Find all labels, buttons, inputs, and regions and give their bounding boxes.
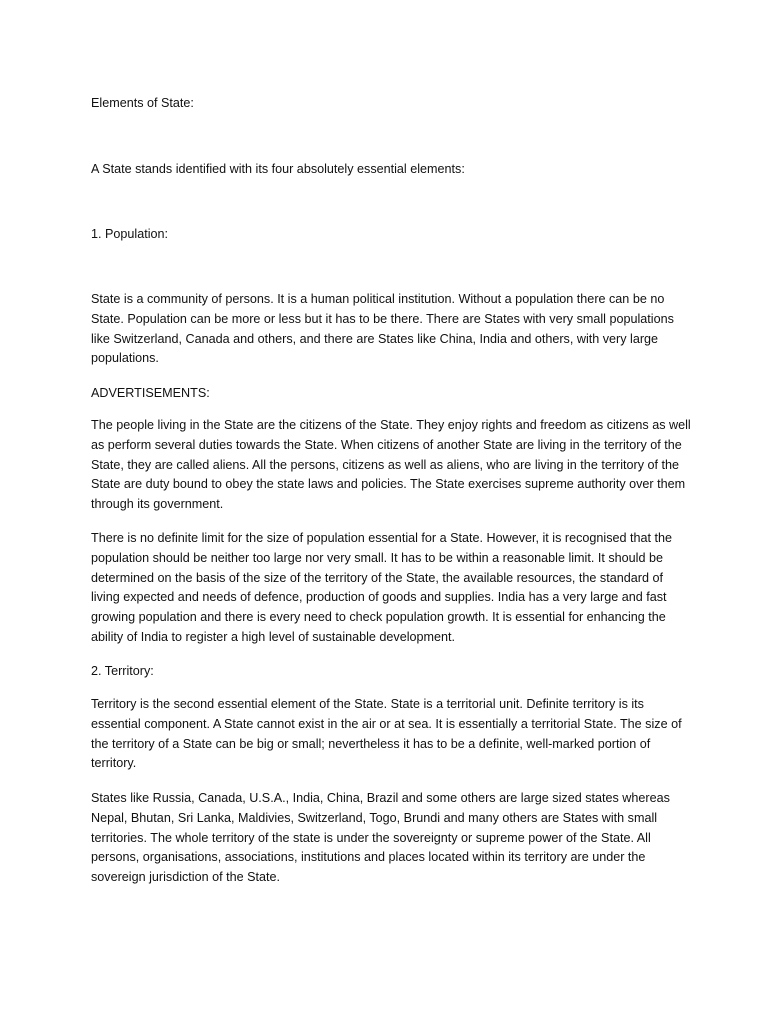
population-paragraph-2: The people living in the State are the citizens of the State. They enjoy rights and freedom as citizens as well as perform several duties towards the State. When citizens of another State are living in the territory of the State, they are called aliens. All the persons, citizens as well as aliens, who are living in the territory of the State are duty bound to obey the state laws and policies. The State exercises supreme authority over them through its government. — [91, 418, 691, 512]
territory-paragraph-1: Territory is the second essential element of the State. State is a territorial unit. Definite territory is its essential component. A State cannot exist in the air or at sea. It is essentially a territorial State. The size of the territory of a State can be big or small; nevertheless it has to be a definite, well-marked portion of territory. — [91, 697, 682, 771]
territory-paragraph-2: States like Russia, Canada, U.S.A., India, China, Brazil and some others are large sized states whereas Nepal, Bhutan, Sri Lanka, Maldivies, Switzerland, Togo, Brundi and many others are States with small territories. The whole territory of the state is under the sovereignty or supreme power of the State. All persons, organisations, associations, institutions and places located within its territory are under the sovereign jurisdiction of the State. — [91, 791, 670, 885]
population-paragraph-3: There is no definite limit for the size of population essential for a State. However, it is recognised that the population should be neither too large nor very small. It has to be within a reasonable limit. It should be determined on the basis of the size of the territory of the State, the available resources, the standard of living expected and needs of defence, production of goods and supplies. India has a very large and fast growing population and there is every need to check population growth. It is essential for enhancing the ability of India to register a high level of sustainable development. — [91, 531, 673, 644]
section-heading-territory: 2. Territory: — [91, 664, 154, 678]
population-paragraph-1: State is a community of persons. It is a human political institution. Without a population there can be no State. Population can be more or less but it has to be there. There are States with very small populations like Switzerland, Canada and others, and there are States like China, India and others, with very large populations. — [91, 292, 674, 366]
advertisements-label: ADVERTISEMENTS: — [91, 386, 210, 400]
section-heading-population: 1. Population: — [91, 227, 169, 241]
intro-paragraph: A State stands identified with its four absolutely essential elements: — [91, 162, 465, 176]
document-title: Elements of State: — [91, 96, 194, 110]
